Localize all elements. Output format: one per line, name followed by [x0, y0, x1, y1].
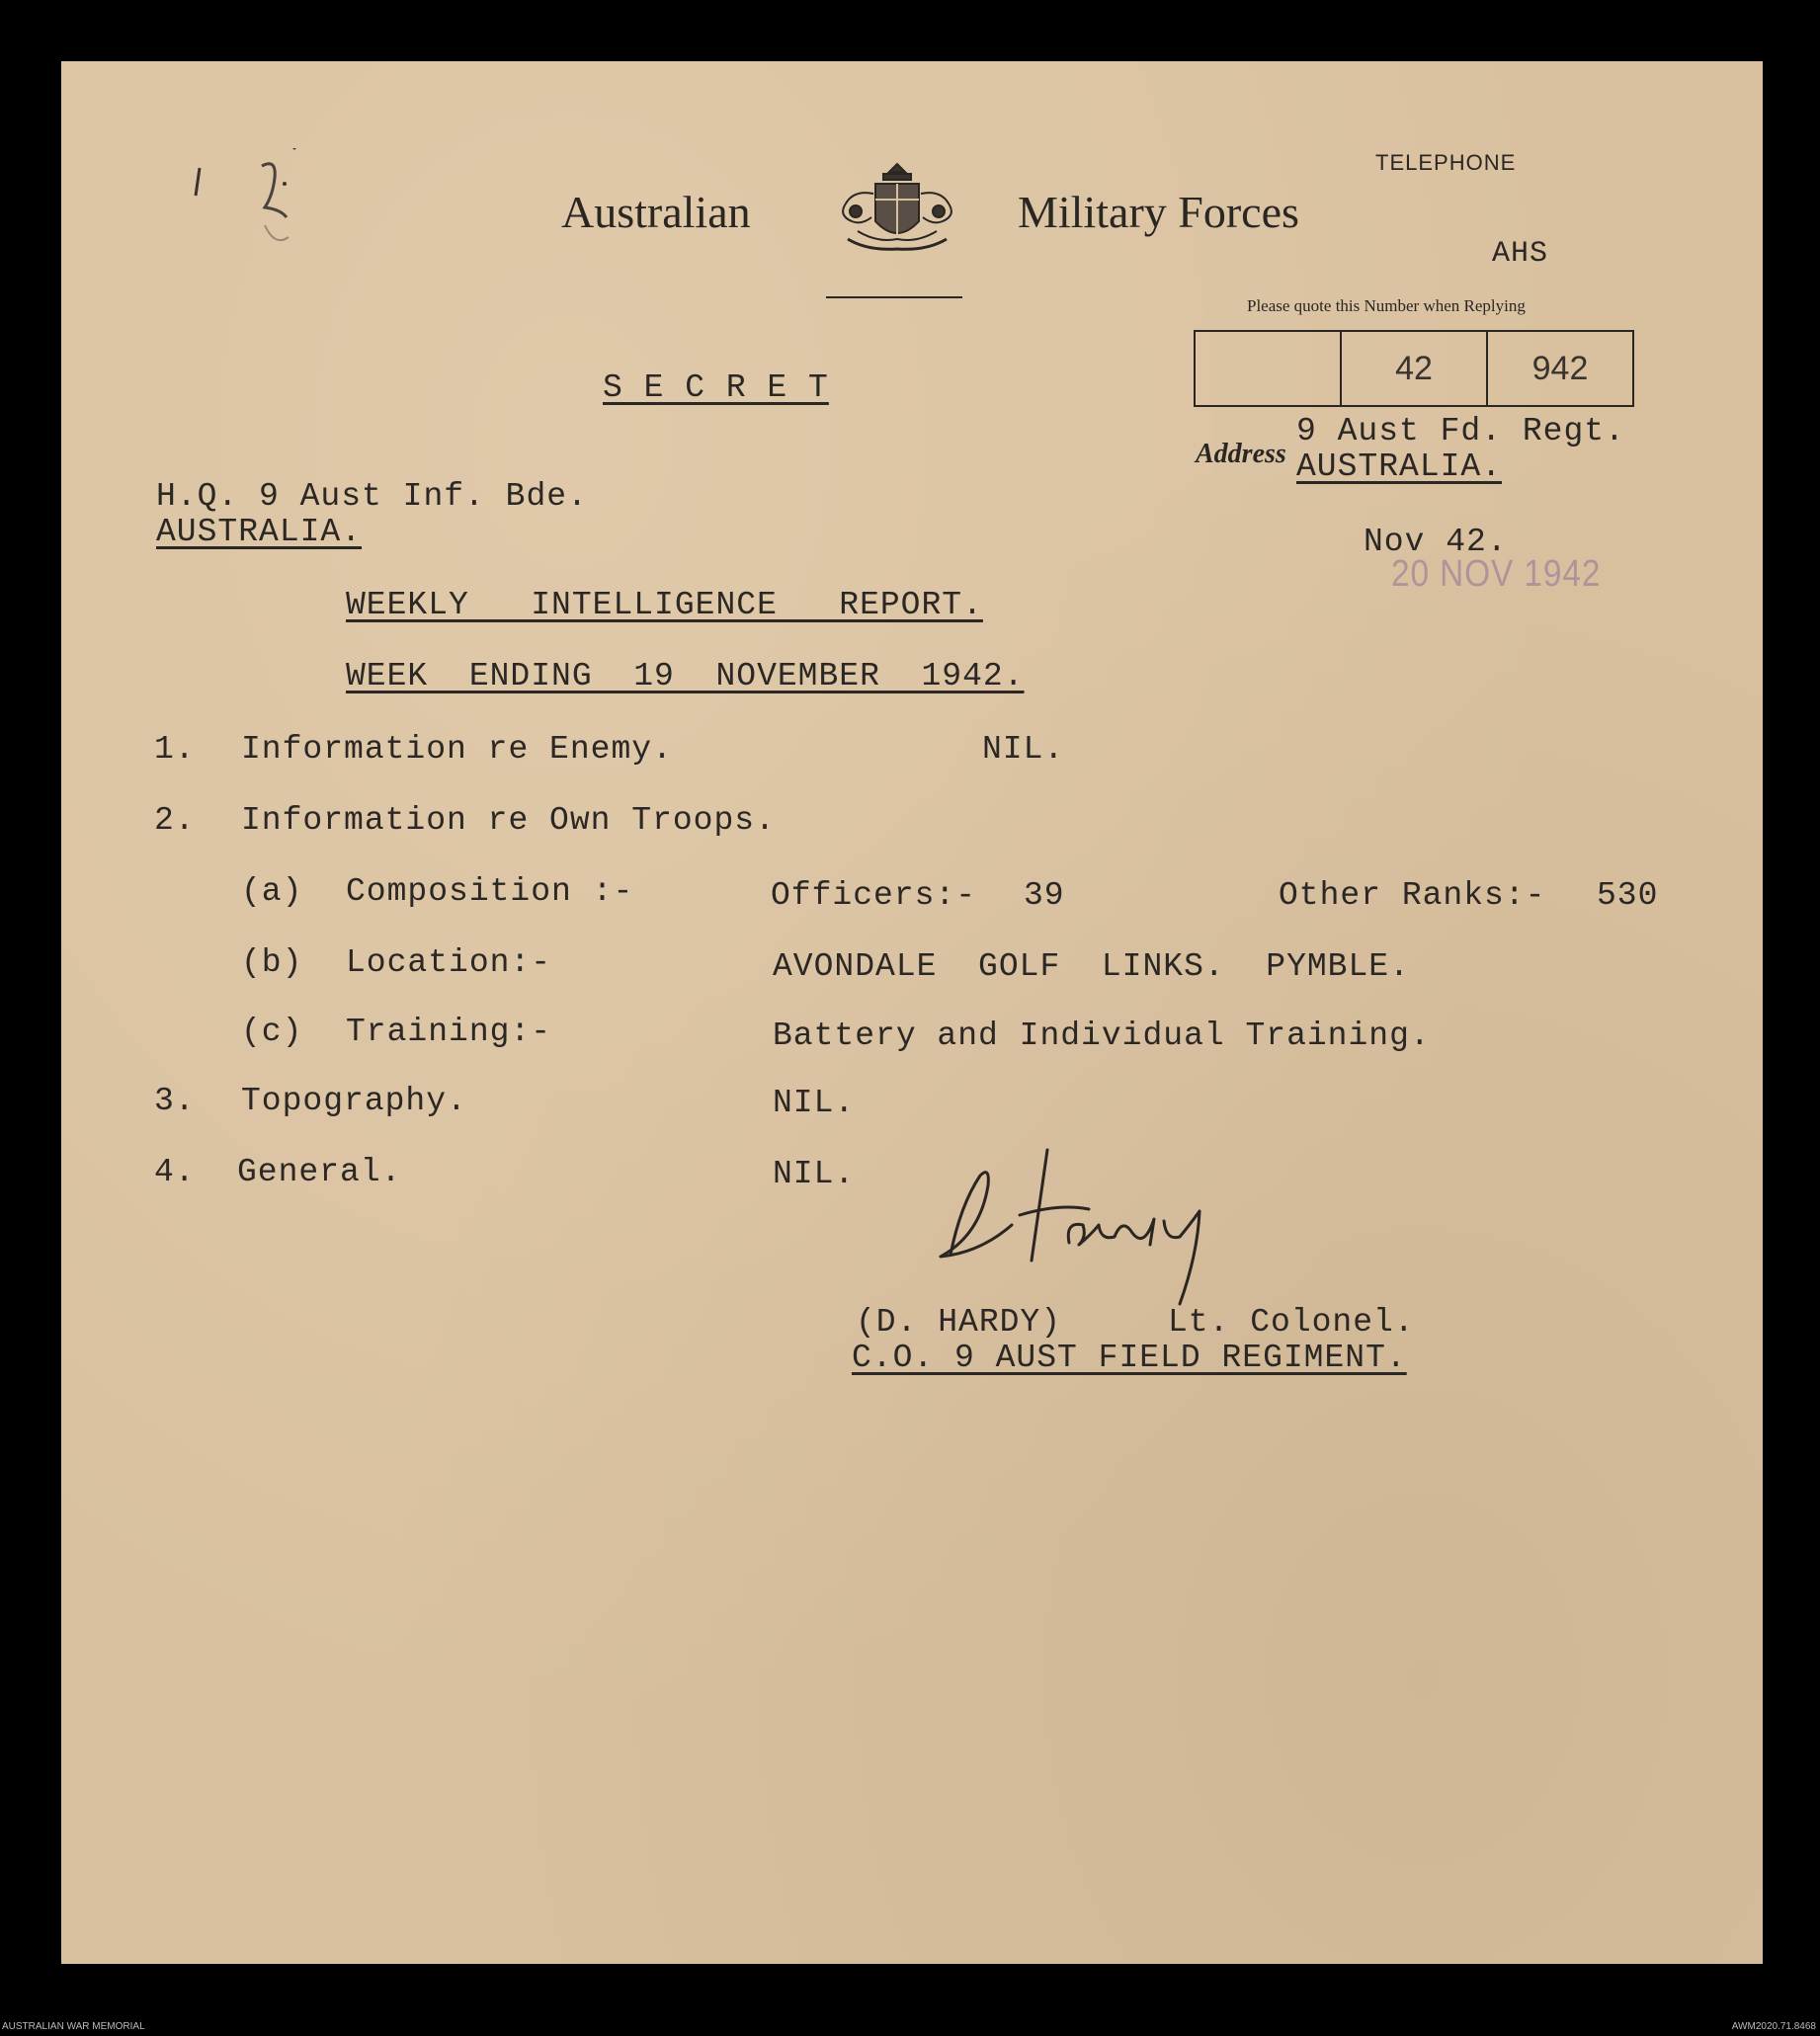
item-a-letter: (a) — [241, 873, 303, 910]
item-2-number: 2. — [154, 802, 196, 839]
signatory-name: (D. HARDY) — [856, 1304, 1062, 1341]
item-1-value: NIL. — [982, 731, 1065, 768]
report-title: WEEKLY INTELLIGENCE REPORT. — [346, 587, 983, 623]
item-b-label: Location:- — [346, 944, 552, 981]
item-3-value: NIL. — [773, 1085, 856, 1121]
item-2-label: Information re Own Troops. — [241, 802, 776, 839]
handwritten-margin-mark — [178, 148, 316, 257]
footer-right-id: AWM2020.71.8468 — [1731, 2021, 1816, 2032]
letter-date: Nov 42. — [1364, 524, 1508, 560]
recipient-line-1: H.Q. 9 Aust Inf. Bde. — [156, 478, 588, 515]
reference-cell: 942 — [1486, 332, 1632, 405]
address-line-2: AUSTRALIA. — [1296, 448, 1503, 485]
reference-cell: 42 — [1340, 332, 1486, 405]
signatory-unit: C.O. 9 AUST FIELD REGIMENT. — [852, 1340, 1407, 1376]
item-4-number: 4. — [154, 1154, 196, 1190]
recipient-line-2: AUSTRALIA. — [156, 514, 363, 550]
coat-of-arms-icon — [828, 160, 966, 259]
officers-label: Officers:- — [771, 877, 977, 914]
footer-left-credit: AUSTRALIAN WAR MEMORIAL — [2, 2021, 145, 2032]
letterhead-title-right: Military Forces — [1018, 187, 1299, 237]
item-b-letter: (b) — [241, 944, 303, 981]
telephone-label: TELEPHONE — [1375, 150, 1517, 175]
item-a-label: Composition :- — [346, 873, 634, 910]
item-c-letter: (c) — [241, 1014, 303, 1050]
item-c-label: Training:- — [346, 1014, 552, 1050]
address-label: Address — [1196, 439, 1286, 469]
letterhead-title-left: Australian — [561, 187, 751, 237]
item-3-number: 3. — [154, 1083, 196, 1119]
address-line-1: 9 Aust Fd. Regt. — [1296, 413, 1625, 449]
item-b-value: AVONDALE GOLF LINKS. PYMBLE. — [773, 948, 1410, 985]
item-4-label: General. — [237, 1154, 402, 1190]
reference-number-box — [1194, 330, 1634, 407]
item-c-value: Battery and Individual Training. — [773, 1018, 1431, 1054]
classification-marking: S E C R E T — [603, 369, 829, 406]
other-ranks-value: 530 — [1597, 877, 1659, 914]
item-1-label: Information re Enemy. — [241, 731, 673, 768]
officers-value: 39 — [1024, 877, 1065, 914]
signatory-rank: Lt. Colonel. — [1168, 1304, 1415, 1341]
letterhead-divider — [826, 296, 962, 298]
item-1-number: 1. — [154, 731, 196, 768]
reference-cell — [1196, 332, 1340, 405]
received-date-stamp: 20 NOV 1942 — [1391, 553, 1602, 595]
quote-number-note: Please quote this Number when Replying — [1247, 296, 1526, 315]
item-3-label: Topography. — [241, 1083, 467, 1119]
item-4-value: NIL. — [773, 1156, 856, 1192]
report-subtitle: WEEK ENDING 19 NOVEMBER 1942. — [346, 658, 1025, 694]
handwritten-signature — [921, 1146, 1237, 1314]
other-ranks-label: Other Ranks:- — [1279, 877, 1546, 914]
telephone-value: AHS — [1492, 237, 1549, 271]
